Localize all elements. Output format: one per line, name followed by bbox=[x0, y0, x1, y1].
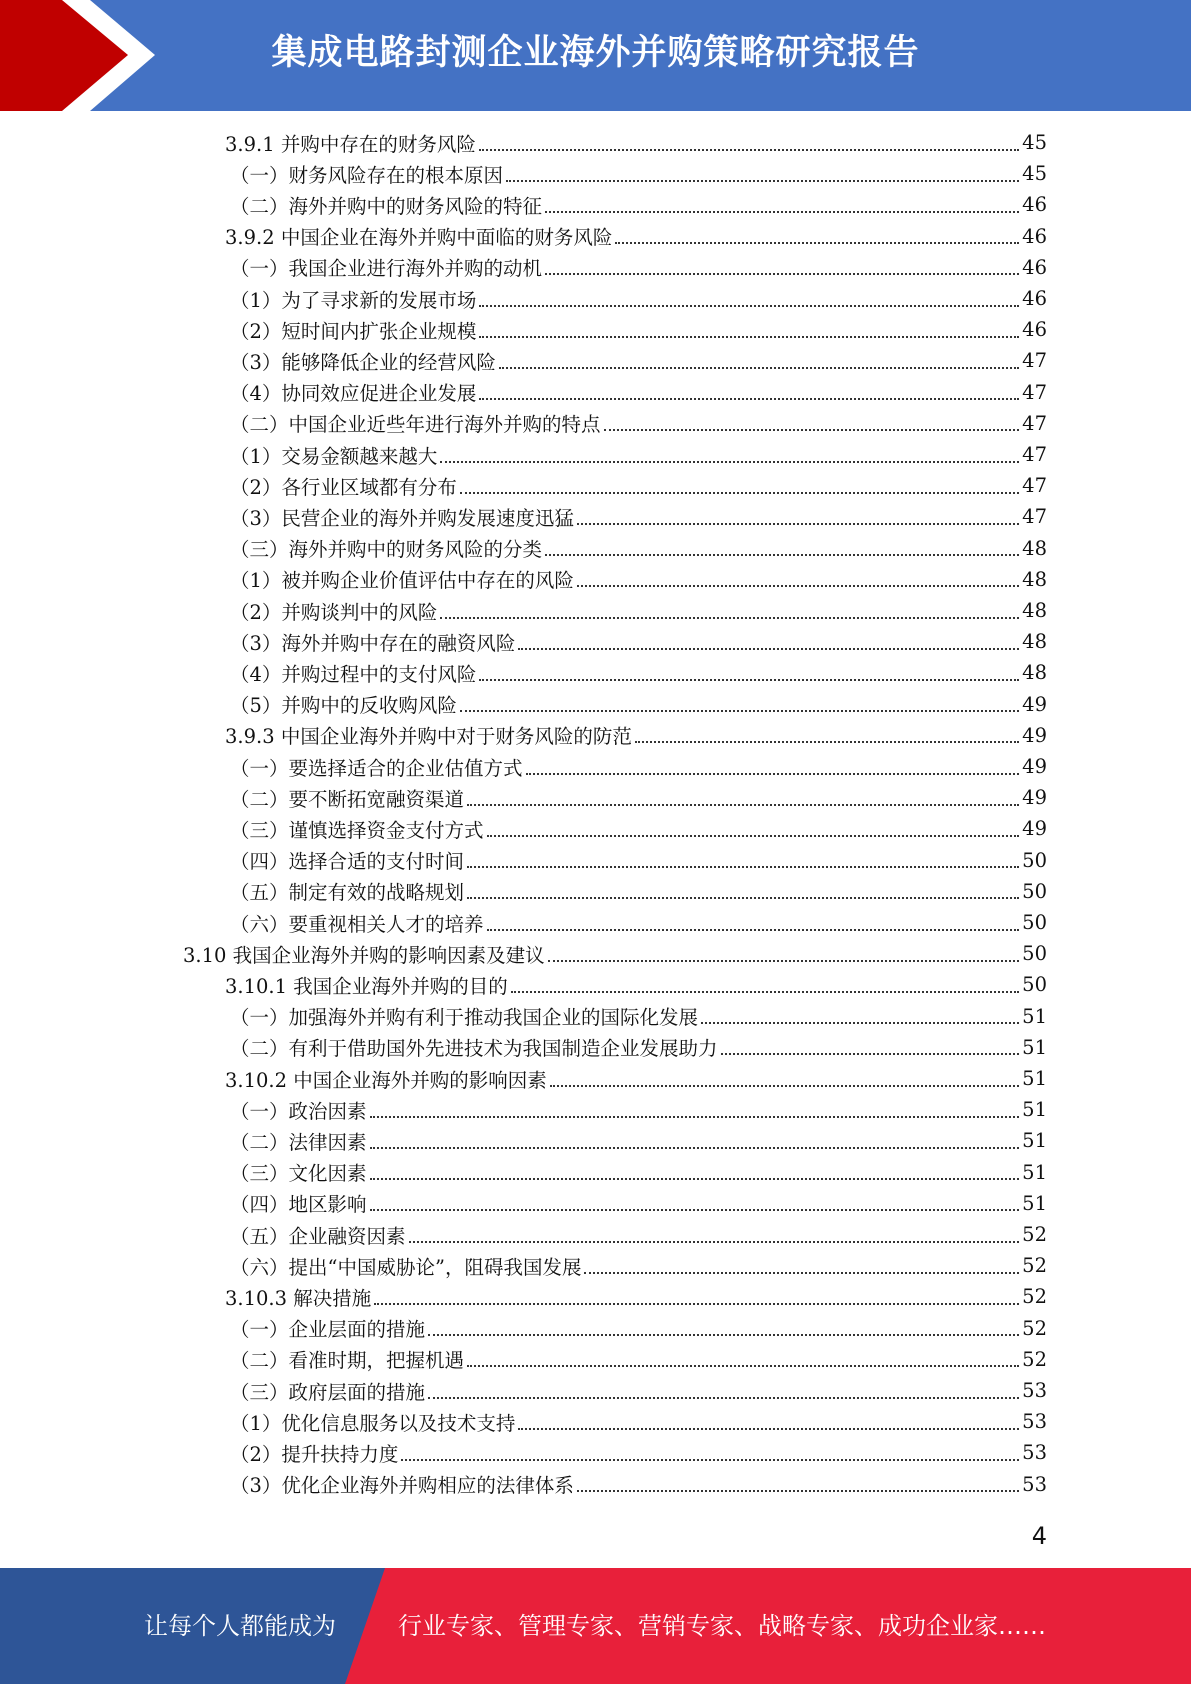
toc-entry-page: 48 bbox=[1022, 536, 1047, 560]
toc-entry[interactable] bbox=[230, 470, 1047, 501]
toc-entry[interactable] bbox=[230, 1188, 1047, 1219]
toc-entry-label: （三）文化因素 bbox=[230, 1162, 367, 1186]
toc-entry-page: 48 bbox=[1022, 661, 1047, 685]
toc-entry[interactable] bbox=[230, 533, 1047, 564]
page-header bbox=[0, 0, 1191, 111]
toc-entry[interactable] bbox=[230, 1469, 1047, 1500]
toc-entry[interactable] bbox=[230, 1250, 1047, 1281]
toc-entry[interactable] bbox=[230, 408, 1047, 439]
toc-entry[interactable] bbox=[225, 1281, 1047, 1312]
toc-entry-label: （4）协同效应促进企业发展 bbox=[230, 382, 477, 406]
toc-entry[interactable] bbox=[230, 1094, 1047, 1125]
toc-entry-page: 46 bbox=[1022, 318, 1047, 342]
toc-dot-leader bbox=[545, 554, 1019, 556]
toc-entry-label: （5）并购中的反收购风险 bbox=[230, 694, 457, 718]
toc-dot-leader bbox=[467, 866, 1019, 868]
toc-entry-page: 51 bbox=[1022, 1098, 1047, 1122]
toc-entry-label: （二）看准时期，把握机遇 bbox=[230, 1349, 465, 1373]
toc-entry[interactable] bbox=[230, 845, 1047, 876]
toc-entry-page: 53 bbox=[1022, 1441, 1047, 1465]
toc-dot-leader bbox=[401, 1459, 1019, 1461]
toc-entry-page: 49 bbox=[1022, 723, 1047, 747]
toc-entry-label: （六）要重视相关人才的培养 bbox=[230, 912, 484, 936]
toc-entry[interactable] bbox=[230, 1001, 1047, 1032]
report-title: 集成电路封测企业海外并购策略研究报告 bbox=[271, 33, 920, 73]
toc-entry-label: （五）企业融资因素 bbox=[230, 1224, 406, 1248]
toc-dot-leader bbox=[499, 367, 1019, 369]
toc-entry[interactable] bbox=[230, 189, 1047, 220]
toc-entry-label: （1）被并购企业价值评估中存在的风险 bbox=[230, 569, 574, 593]
toc-entry-page: 45 bbox=[1022, 131, 1047, 154]
toc-entry[interactable] bbox=[230, 626, 1047, 657]
toc-entry[interactable] bbox=[230, 564, 1047, 595]
toc-entry-page: 48 bbox=[1022, 567, 1047, 591]
toc-entry-page: 49 bbox=[1022, 755, 1047, 778]
toc-dot-leader bbox=[635, 741, 1019, 743]
toc-entry-label: （三）政府层面的措施 bbox=[230, 1380, 426, 1404]
toc-entry-page: 51 bbox=[1022, 1160, 1047, 1184]
toc-dot-leader bbox=[518, 1428, 1019, 1430]
toc-entry-page: 46 bbox=[1022, 193, 1047, 217]
toc-entry-label: （一）要选择适合的企业估值方式 bbox=[230, 756, 523, 780]
toc-entry[interactable] bbox=[225, 1063, 1047, 1094]
toc-entry[interactable] bbox=[230, 907, 1047, 938]
toc-entry-page: 48 bbox=[1022, 599, 1047, 622]
toc-dot-leader bbox=[428, 1397, 1019, 1399]
toc-entry-page: 53 bbox=[1022, 1472, 1047, 1496]
toc-entry-label: （一）我国企业进行海外并购的动机 bbox=[230, 257, 543, 281]
toc-entry[interactable] bbox=[230, 377, 1047, 408]
toc-entry[interactable] bbox=[230, 345, 1047, 376]
toc-dot-leader bbox=[479, 679, 1019, 681]
toc-entry-page: 50 bbox=[1022, 879, 1047, 903]
toc-dot-leader bbox=[721, 1053, 1020, 1055]
toc-entry[interactable] bbox=[230, 813, 1047, 844]
toc-dot-leader bbox=[545, 211, 1019, 213]
toc-entry-page: 47 bbox=[1022, 349, 1047, 373]
footer-slogan: 让每个人都能成为 bbox=[144, 1612, 336, 1640]
toc-entry-label: （一）政治因素 bbox=[230, 1099, 367, 1123]
toc-entry-label: （1）为了寻求新的发展市场 bbox=[230, 288, 477, 312]
page-number: 4 bbox=[1031, 1522, 1047, 1550]
toc-entry-label: （2）提升扶持力度 bbox=[230, 1442, 399, 1466]
toc-entry-page: 47 bbox=[1022, 443, 1047, 466]
toc-dot-leader bbox=[428, 1334, 1019, 1336]
toc-entry-page: 53 bbox=[1022, 1379, 1047, 1402]
toc-entry-page: 47 bbox=[1022, 474, 1047, 498]
toc-entry-label: （五）制定有效的战略规划 bbox=[230, 881, 465, 905]
toc-dot-leader bbox=[487, 835, 1020, 837]
toc-entry-label: 3.9.2 中国企业在海外并购中面临的财务风险 bbox=[225, 226, 613, 250]
toc-entry-label: （2）短时间内扩张企业规模 bbox=[230, 319, 477, 343]
page-footer bbox=[0, 1568, 1191, 1684]
toc-entry[interactable] bbox=[230, 1032, 1047, 1063]
toc-entry[interactable] bbox=[230, 1157, 1047, 1188]
toc-dot-leader bbox=[409, 1241, 1020, 1243]
toc-entry-label: （3）能够降低企业的经营风险 bbox=[230, 350, 496, 374]
toc-dot-leader bbox=[467, 804, 1019, 806]
toc-entry-label: 3.10.1 我国企业海外并购的目的 bbox=[225, 974, 508, 998]
toc-dot-leader bbox=[370, 1147, 1020, 1149]
toc-entry-label: （二）中国企业近些年进行海外并购的特点 bbox=[230, 413, 601, 437]
toc-entry-label: （2）并购谈判中的风险 bbox=[230, 600, 438, 624]
toc-entry-page: 52 bbox=[1022, 1223, 1047, 1246]
toc-entry-page: 47 bbox=[1022, 380, 1047, 404]
toc-entry-page: 49 bbox=[1022, 786, 1047, 810]
toc-entry-page: 52 bbox=[1022, 1347, 1047, 1371]
toc-entry-label: （四）选择合适的支付时间 bbox=[230, 850, 465, 874]
toc-entry-label: 3.10.3 解决措施 bbox=[225, 1286, 372, 1310]
toc-entry[interactable] bbox=[230, 1437, 1047, 1468]
toc-dot-leader bbox=[545, 273, 1019, 275]
toc-entry-label: 3.10.2 中国企业海外并购的影响因素 bbox=[225, 1068, 547, 1092]
toc-entry-label: （2）各行业区域都有分布 bbox=[230, 475, 457, 499]
toc-entry-label: 3.10 我国企业海外并购的影响因素及建议 bbox=[183, 943, 545, 967]
toc-dot-leader bbox=[548, 960, 1020, 962]
toc-dot-leader bbox=[374, 1303, 1019, 1305]
toc-entry[interactable] bbox=[225, 127, 1047, 158]
toc-entry[interactable] bbox=[230, 657, 1047, 688]
toc-entry[interactable] bbox=[230, 1219, 1047, 1250]
toc-entry[interactable] bbox=[183, 938, 1047, 969]
toc-entry-label: （三）谨慎选择资金支付方式 bbox=[230, 818, 484, 842]
toc-entry[interactable] bbox=[230, 595, 1047, 626]
toc-entry-label: （4）并购过程中的支付风险 bbox=[230, 662, 477, 686]
toc-entry[interactable] bbox=[230, 501, 1047, 532]
toc-entry-page: 47 bbox=[1022, 411, 1047, 435]
toc-dot-leader bbox=[511, 991, 1019, 993]
toc-dot-leader bbox=[440, 461, 1019, 463]
toc-dot-leader bbox=[506, 180, 1019, 182]
toc-entry-label: （二）海外并购中的财务风险的特征 bbox=[230, 194, 543, 218]
toc-dot-leader bbox=[460, 492, 1019, 494]
toc-entry-page: 45 bbox=[1022, 162, 1047, 186]
toc-entry[interactable] bbox=[230, 314, 1047, 345]
toc-dot-leader bbox=[701, 1022, 1019, 1024]
toc-entry[interactable] bbox=[230, 1375, 1047, 1406]
toc-dot-leader bbox=[479, 398, 1019, 400]
toc-dot-leader bbox=[467, 1365, 1019, 1367]
toc-entry-page: 53 bbox=[1022, 1410, 1047, 1434]
toc-entry-label: （1）优化信息服务以及技术支持 bbox=[230, 1411, 516, 1435]
toc-entry-page: 49 bbox=[1022, 817, 1047, 841]
toc-entry-label: （一）加强海外并购有利于推动我国企业的国际化发展 bbox=[230, 1006, 699, 1030]
toc-dot-leader bbox=[526, 773, 1020, 775]
toc-entry[interactable] bbox=[230, 158, 1047, 189]
toc-dot-leader bbox=[615, 242, 1019, 244]
toc-entry-page: 50 bbox=[1022, 911, 1047, 934]
toc-entry[interactable] bbox=[230, 1406, 1047, 1437]
toc-entry-label: 3.9.3 中国企业海外并购中对于财务风险的防范 bbox=[225, 725, 632, 749]
toc-entry[interactable] bbox=[230, 439, 1047, 470]
toc-dot-leader bbox=[577, 523, 1019, 525]
toc-dot-leader bbox=[370, 1178, 1020, 1180]
toc-dot-leader bbox=[460, 710, 1019, 712]
toc-entry[interactable] bbox=[230, 876, 1047, 907]
toc-entry-page: 46 bbox=[1022, 255, 1047, 279]
toc-entry-page: 47 bbox=[1022, 505, 1047, 529]
toc-dot-leader bbox=[577, 585, 1019, 587]
toc-dot-leader bbox=[479, 336, 1019, 338]
toc-dot-leader bbox=[577, 1490, 1019, 1492]
toc-dot-leader bbox=[370, 1116, 1020, 1118]
toc-dot-leader bbox=[440, 617, 1019, 619]
toc-entry-label: （四）地区影响 bbox=[230, 1193, 367, 1217]
toc-entry[interactable] bbox=[230, 283, 1047, 314]
toc-dot-leader bbox=[370, 1209, 1020, 1211]
toc-dot-leader bbox=[479, 149, 1019, 151]
toc-entry-label: （1）交易金额越来越大 bbox=[230, 444, 438, 468]
toc-entry-page: 52 bbox=[1022, 1254, 1047, 1278]
toc-entry-page: 51 bbox=[1022, 1004, 1047, 1028]
toc-entry-label: （六）提出“中国威胁论”，阻碍我国发展 bbox=[230, 1255, 582, 1279]
toc-dot-leader bbox=[518, 648, 1019, 650]
toc-entry-page: 49 bbox=[1022, 692, 1047, 716]
toc-entry-page: 52 bbox=[1022, 1285, 1047, 1309]
toc-dot-leader bbox=[550, 1085, 1019, 1087]
toc-entry-label: （一）企业层面的措施 bbox=[230, 1318, 426, 1342]
toc-dot-leader bbox=[584, 1272, 1019, 1274]
toc-entry-page: 51 bbox=[1022, 1191, 1047, 1215]
toc-entry[interactable] bbox=[230, 782, 1047, 813]
toc-entry-label: （二）有利于借助国外先进技术为我国制造企业发展助力 bbox=[230, 1037, 718, 1061]
toc-dot-leader bbox=[487, 929, 1020, 931]
toc-entry-label: （三）海外并购中的财务风险的分类 bbox=[230, 538, 543, 562]
toc-entry[interactable] bbox=[225, 969, 1047, 1000]
toc-dot-leader bbox=[604, 429, 1020, 431]
toc-entry-label: （一）财务风险存在的根本原因 bbox=[230, 163, 504, 187]
toc-entry[interactable] bbox=[225, 720, 1047, 751]
toc-entry-page: 46 bbox=[1022, 224, 1047, 248]
toc-entry[interactable] bbox=[230, 1313, 1047, 1344]
toc-dot-leader bbox=[467, 897, 1019, 899]
toc-entry-page: 50 bbox=[1022, 848, 1047, 872]
toc-entry-page: 50 bbox=[1022, 942, 1047, 966]
toc-entry[interactable] bbox=[230, 1344, 1047, 1375]
toc-entry-label: （二）法律因素 bbox=[230, 1130, 367, 1154]
toc-dot-leader bbox=[479, 305, 1019, 307]
toc-entry-page: 51 bbox=[1022, 1067, 1047, 1090]
footer-roles: 行业专家、管理专家、营销专家、战略专家、成功企业家…… bbox=[398, 1612, 1046, 1640]
toc-entry-label: 3.9.1 并购中存在的财务风险 bbox=[225, 132, 476, 156]
toc-entry-page: 51 bbox=[1022, 1035, 1047, 1059]
toc-entry-page: 46 bbox=[1022, 287, 1047, 310]
toc-entry-page: 50 bbox=[1022, 973, 1047, 997]
toc-entry-label: （3）海外并购中存在的融资风险 bbox=[230, 631, 516, 655]
toc-entry[interactable] bbox=[230, 689, 1047, 720]
toc-entry[interactable] bbox=[225, 221, 1047, 252]
toc-entry-label: （3）民营企业的海外并购发展速度迅猛 bbox=[230, 506, 574, 530]
toc-entry-page: 52 bbox=[1022, 1316, 1047, 1340]
toc-entry[interactable] bbox=[230, 751, 1047, 782]
toc-entry-label: （3）优化企业海外并购相应的法律体系 bbox=[230, 1474, 574, 1498]
toc-entry-page: 51 bbox=[1022, 1129, 1047, 1153]
toc-entry[interactable] bbox=[230, 252, 1047, 283]
toc-entry-label: （二）要不断拓宽融资渠道 bbox=[230, 787, 465, 811]
toc-entry[interactable] bbox=[230, 1125, 1047, 1156]
toc-entry-page: 48 bbox=[1022, 630, 1047, 654]
